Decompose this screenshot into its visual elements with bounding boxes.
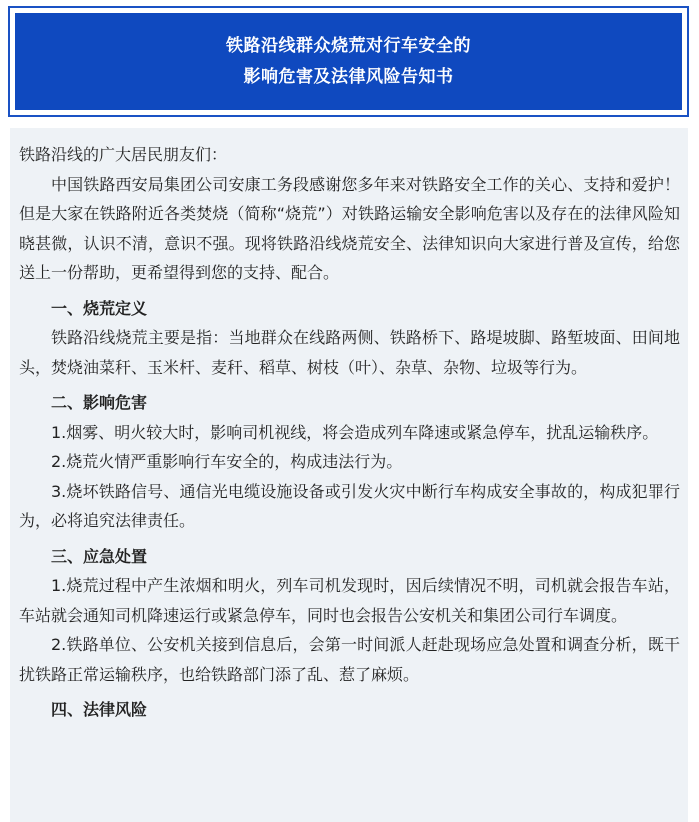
definition-paragraph: 铁路沿线烧荒主要是指：当地群众在线路两侧、铁路桥下、路堤坡脚、路堑坡面、田间地头，焚烧油菜秆、玉米杆、麦秆、稻草、树枝（叶）、杂草、杂物、垃圾等行为。: [19, 328, 680, 377]
banner-title-line1: 铁路沿线群众烧荒对行车安全的: [226, 35, 471, 56]
section-heading-hazards: 二、影响危害: [51, 393, 148, 412]
hazard-item: 1.烟雾、明火较大时，影响司机视线，将会造成列车降速或紧急停车，扰乱运输秩序。: [51, 422, 659, 442]
emergency-item: 1.烧荒过程中产生浓烟和明火，列车司机发现时，因后续情况不明，司机就会报告车站，车站就会通知司机降速运行或紧急停车，同时也会报告公安机关和集团公司行车调度。: [19, 576, 680, 625]
article-body: [10, 128, 688, 822]
section-heading-emergency: 三、应急处置: [51, 546, 148, 566]
intro-paragraph: 中国铁路西安局集团公司安康工务段感谢您多年来对铁路安全工作的关心、支持和爱护！但是大家在铁路附近各类焚烧（简称“烧荒”）对铁路运输安全影响危害以及存在的法律风险知晓甚微，认识不清，意识不强。现将铁路沿线烧荒安全、法律知识向大家进行普及宣传，给您送上一份帮助，更希望得到您的支持、配合。: [19, 174, 680, 282]
title-banner: [8, 6, 689, 117]
hazard-item: 3.烧坏铁路信号、通信光电缆设施设备或引发火灾中断行车构成安全事故的，构成犯罪行为，必将追究法律责任。: [19, 481, 680, 530]
greeting: 铁路沿线的广大居民朋友们：: [19, 145, 228, 164]
section-heading-legal-risk: 四、法律风险: [51, 700, 148, 719]
hazard-item: 2.烧荒火情严重影响行车安全的，构成违法行为。: [51, 452, 403, 471]
section-heading-definition: 一、烧荒定义: [51, 298, 148, 318]
title-banner-inner: [15, 13, 682, 110]
emergency-item: 2.铁路单位、公安机关接到信息后，会第一时间派人赶赴现场应急处置和调查分析，既干扰铁路正常运输秩序，也给铁路部门添了乱、惹了麻烦。: [19, 635, 680, 684]
banner-title-line2: 影响危害及法律风险告知书: [243, 66, 454, 87]
